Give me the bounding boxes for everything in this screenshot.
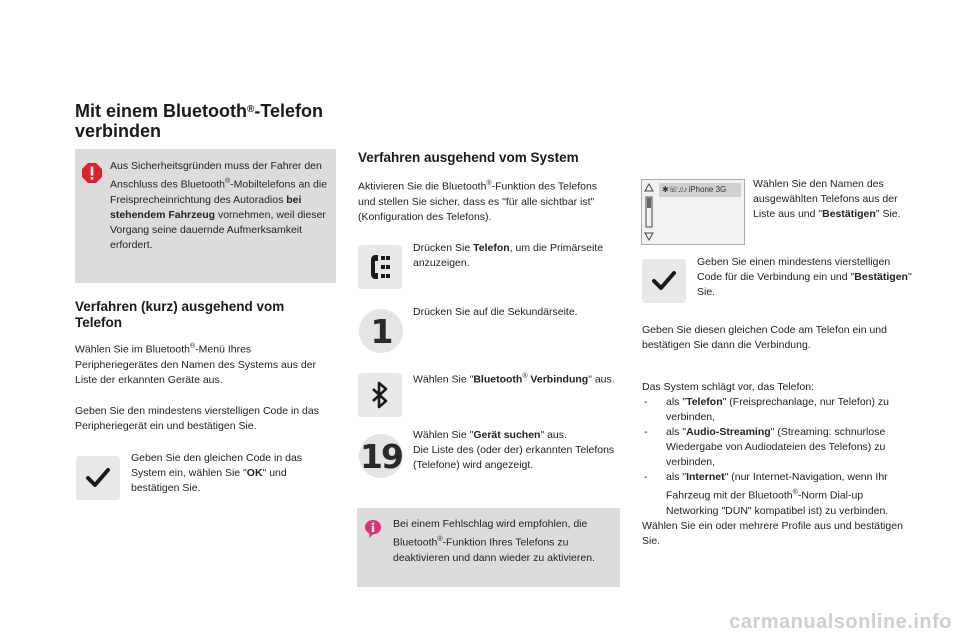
system-intro: Aktivieren Sie die Bluetooth®-Funktion des Telefons und stellen Sie sicher, dass es "für alle sichtbar ist" (Konfiguration des Telefons).	[358, 180, 598, 223]
step-secondary-text: Drücken Sie auf die Sekundärseite.	[413, 306, 578, 318]
system-heading: Verfahren ausgehend vom System	[358, 150, 579, 165]
right-profiles	[642, 380, 914, 549]
short-paragraph-2: Geben Sie den mindestens vierstelligen Code in das Peripheriegerät ein und bestätigen Sie.	[75, 405, 319, 432]
profiles-outro: Wählen Sie ein oder mehrere Profile aus und bestätigen Sie.	[642, 519, 903, 547]
short-check-box	[76, 456, 120, 500]
display-screenshot	[641, 179, 745, 245]
phone-icon	[367, 252, 393, 282]
right-check-box	[642, 259, 686, 303]
watermark: carmanualsonline.info	[729, 611, 952, 633]
right-code-text: Geben Sie einen mindestens vierstelligen Code für die Verbindung ein und "Bestätigen" Sie.	[697, 256, 912, 298]
info-text: Bei einem Fehlschlag wird empfohlen, die Bluetooth®-Funktion Ihres Telefons zu deaktivieren und dann wieder zu aktivieren.	[393, 518, 595, 564]
profiles-intro: Das System schlägt vor, das Telefon:	[642, 381, 814, 393]
checkmark-icon	[85, 467, 111, 489]
step-19-badge: 19	[359, 434, 403, 478]
short-heading: Verfahren (kurz) ausgehend vom Telefon	[75, 299, 285, 330]
warning-text: Aus Sicherheitsgründen muss der Fahrer den Anschluss des Bluetooth®-Mobiltelefons an die Freisprecheinrichtung des Autoradios bei stehendem Fahrzeug vornehmen, weil dieser Vorgang seine dauernde Aufmerksamkeit erfordert.	[110, 160, 328, 251]
warning-icon	[82, 163, 102, 188]
step-1-badge: 1	[359, 309, 403, 353]
step-bluetooth-text: Wählen Sie "Bluetooth® Verbindung" aus.	[413, 373, 615, 386]
bluetooth-icon	[370, 380, 390, 410]
profile-telefon: - als "Telefon" (Freisprechanlage, nur Telefon) zu verbinden,	[642, 395, 914, 425]
device-list-item: ✱☏♫♪ iPhone 3G	[659, 183, 741, 197]
short-paragraph-3: Geben Sie den gleichen Code in das System ein, wählen Sie "OK" und bestätigen Sie.	[131, 452, 303, 494]
page-title: Mit einem Bluetooth®-Telefon verbinden	[75, 101, 324, 141]
device-profile-icons: ✱☏♫♪	[662, 185, 689, 194]
bluetooth-step-box	[358, 373, 402, 417]
checkmark-icon	[651, 270, 677, 292]
step-telefon-text: Drücken Sie Telefon, um die Primärseite anzuzeigen.	[413, 242, 604, 269]
info-icon	[365, 520, 381, 543]
scroll-controls	[644, 183, 654, 241]
phone-step-box	[358, 245, 402, 289]
profile-internet: - als "Internet" (nur Internet-Navigation, wenn Ihr Fahrzeug mit der Bluetooth®-Norm Dial-up Networking "DUN" kompatibel ist) zu verbinden.	[642, 470, 914, 519]
right-select-text: Wählen Sie den Namen des ausgewählten Telefons aus der Liste aus und "Bestätigen" Sie.	[753, 178, 901, 220]
profile-audio-streaming: - als "Audio-Streaming" (Streaming: schnurlose Wiedergabe von Audiodateien des Telefons) zu verbinden,	[642, 425, 914, 470]
right-confirm-text: Geben Sie diesen gleichen Code am Telefon ein und bestätigen Sie dann die Verbindung.	[642, 324, 887, 351]
step-search-text: Wählen Sie "Gerät suchen" aus. Die Liste des (oder der) erkannten Telefons (Telefone) wird angezeigt.	[413, 429, 615, 471]
short-paragraph-1: Wählen Sie im Bluetooth®-Menü Ihres Peripheriegerätes den Namen des Systems aus der Liste der erkannten Geräte aus.	[75, 343, 317, 386]
